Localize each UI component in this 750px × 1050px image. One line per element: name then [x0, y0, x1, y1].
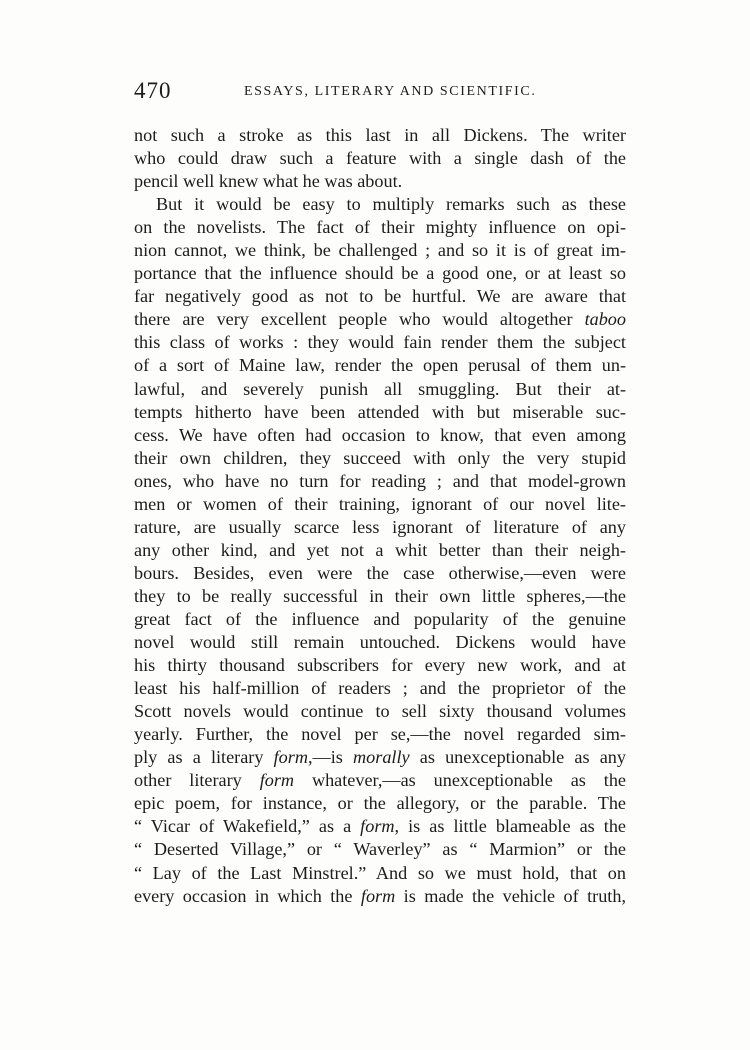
body-text [134, 124, 626, 908]
text-line: yearly. Further, the novel per se,—the novel regarded sim- [134, 724, 626, 745]
running-head: ESSAYS, LITERARY AND SCIENTIFIC. [244, 84, 537, 99]
text-line: bours. Besides, even were the case otherwise,—even were [134, 562, 626, 583]
text-line: great fact of the influence and popularity of the genuine [134, 608, 626, 629]
text-line: But it would be easy to multiply remarks such as these [156, 194, 626, 215]
text-line: this class of works : they would fain render them the subject [134, 332, 626, 353]
text-line: they to be really successful in their own little spheres,—the [134, 585, 626, 606]
text-line: far negatively good as not to be hurtful. We are aware that [134, 286, 626, 307]
text-line: nion cannot, we think, be challenged ; and so it is of great im- [134, 240, 626, 261]
text-line: other literary form whatever,—as unexceptionable as the [134, 770, 626, 791]
text-line: ones, who have no turn for reading ; and that model-grown [134, 470, 626, 491]
text-line: rature, are usually scarce less ignorant of literature of any [134, 516, 626, 537]
page-number: 470 [134, 78, 172, 103]
text-line: cess. We have often had occasion to know, that even among [134, 424, 626, 445]
text-line: his thirty thousand subscribers for every new work, and at [134, 655, 626, 676]
text-line: every occasion in which the form is made the vehicle of truth, [134, 885, 626, 906]
page-header [134, 78, 626, 108]
text-line: who could draw such a feature with a single dash of the [134, 148, 626, 169]
text-line: lawful, and severely punish all smuggling. But their at- [134, 378, 626, 399]
text-line: “ Deserted Village,” or “ Waverley” as “ Marmion” or the [134, 839, 626, 860]
text-line: there are very excellent people who would altogether taboo [134, 309, 626, 330]
text-line: not such a stroke as this last in all Dickens. The writer [134, 125, 626, 145]
text-line: Scott novels would continue to sell sixty thousand volumes [134, 701, 626, 722]
text-line: men or women of their training, ignorant of our novel lite- [134, 493, 626, 514]
text-line: least his half-million of readers ; and the proprietor of the [134, 678, 626, 699]
text-line: on the novelists. The fact of their mighty influence on opi- [134, 217, 626, 238]
text-line: of a sort of Maine law, render the open perusal of them un- [134, 355, 626, 376]
text-line: “ Lay of the Last Minstrel.” And so we must hold, that on [134, 862, 626, 883]
text-line: any other kind, and yet not a whit better than their neigh- [134, 539, 626, 560]
text-line: their own children, they succeed with only the very stupid [134, 447, 626, 468]
text-line: novel would still remain untouched. Dickens would have [134, 632, 626, 653]
text-line: ply as a literary form,—is morally as unexceptionable as any [134, 747, 626, 768]
text-line: pencil well knew what he was about. [134, 171, 403, 192]
text-line: portance that the influence should be a good one, or at least so [134, 263, 626, 284]
text-line: epic poem, for instance, or the allegory, or the parable. The [134, 793, 626, 814]
text-line: tempts hitherto have been attended with but miserable suc- [134, 401, 626, 422]
text-line: “ Vicar of Wakefield,” as a form, is as little blameable as the [134, 816, 626, 837]
